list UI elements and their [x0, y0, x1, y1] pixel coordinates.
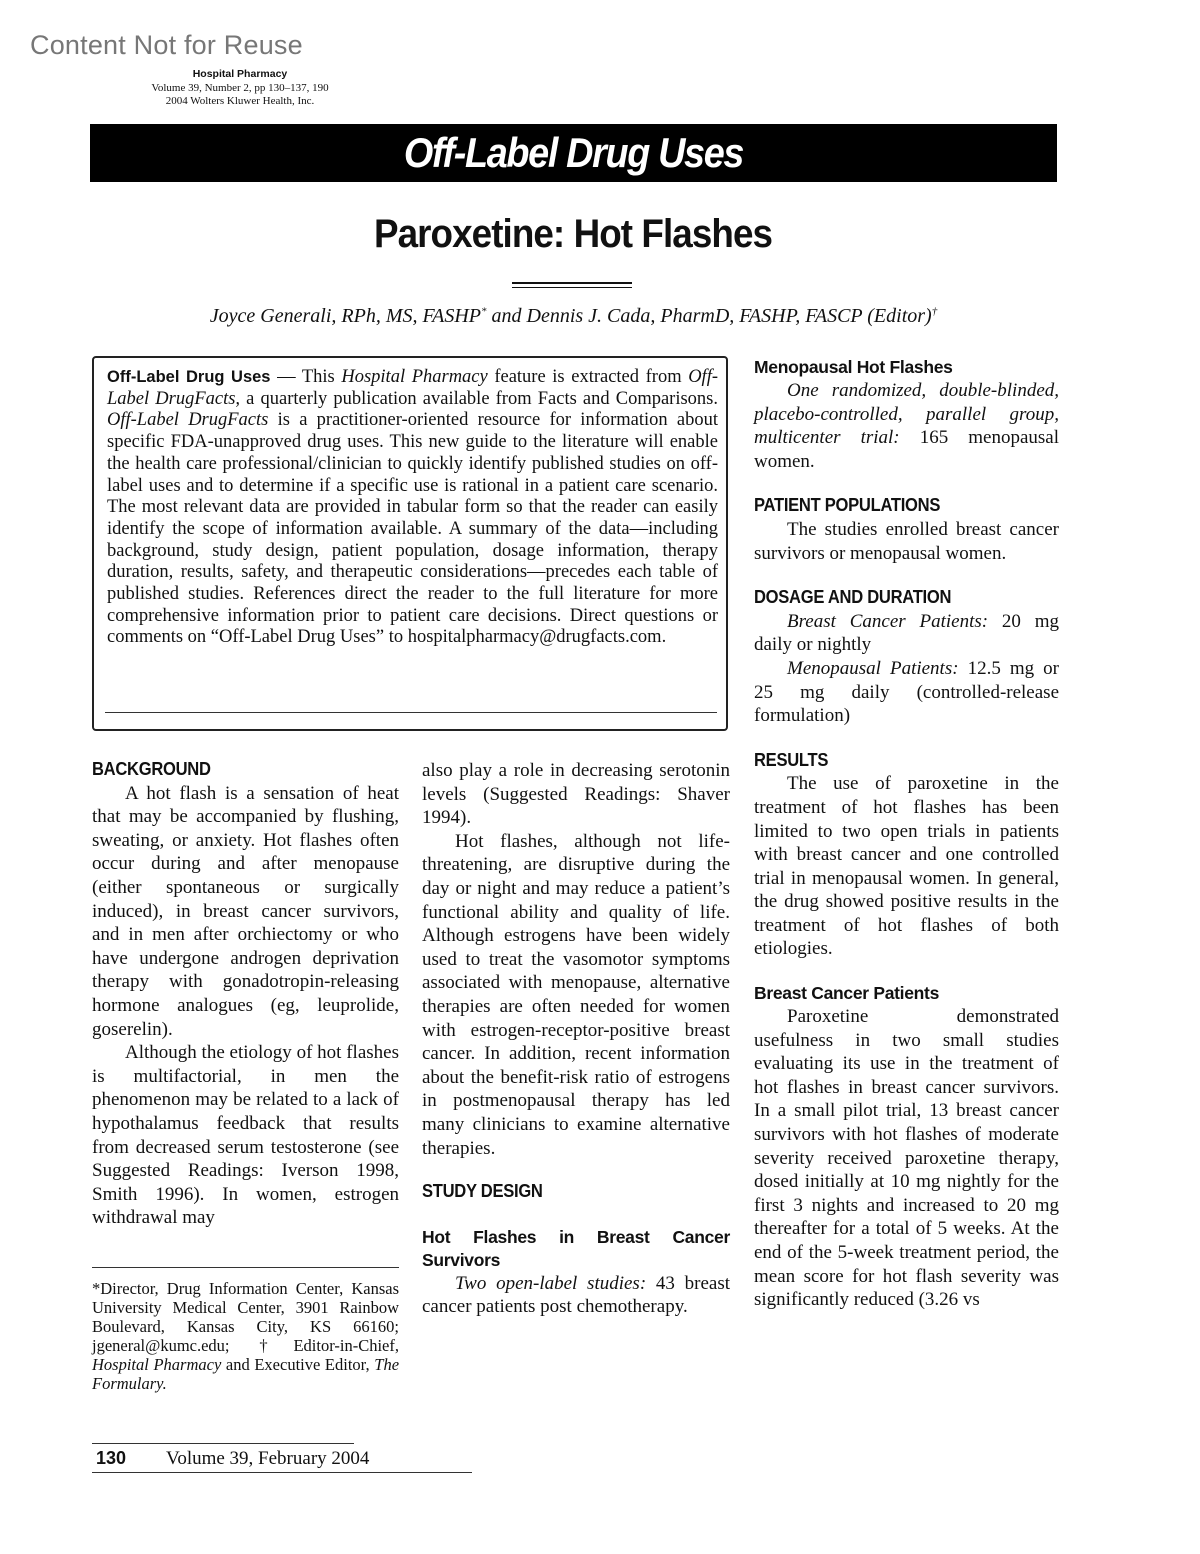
breast-cancer-study-text — [422, 1272, 730, 1319]
menopausal-study-text — [754, 379, 1059, 473]
author-1-mark: * — [481, 305, 487, 318]
intro-italic-2: Off-Label DrugFacts, — [107, 367, 718, 409]
background-paragraph-1: A hot flash is a sensation of heat that may be accompanied by flushing, sweating, or anxiety. Hot flashes often occur during and after menopause (either spontaneous or surgically induced), in breast cancer survivors, and in men after orchiectomy or who have undergone androgen deprivation therapy with gonadotropin-releasing hormone analogues (eg, leuprolide, goserelin). — [92, 782, 399, 1040]
author-1: Joyce Generali, RPh, MS, FASHP — [209, 305, 482, 327]
article-title: Paroxetine: Hot Flashes — [373, 212, 773, 256]
menopausal-hot-flashes-subheading: Menopausal Hot Flashes — [754, 357, 953, 377]
menopausal-study-detail: 165 menopausal women. — [754, 427, 1059, 472]
dosage-menopausal-label: Menopausal Patients: — [787, 657, 959, 679]
section-banner — [90, 124, 1057, 182]
page-footer — [96, 1448, 369, 1470]
patient-populations-text: The studies enrolled breast cancer survivors or menopausal women. — [754, 518, 1059, 564]
issue-info: Volume 39, February 2004 — [166, 1448, 370, 1469]
page-footer-rule — [92, 1443, 354, 1444]
results-heading: RESULTS — [754, 749, 829, 770]
breast-cancer-study-detail: 43 breast cancer patients post chemotherapy. — [422, 1272, 730, 1318]
study-design-heading: STUDY DESIGN — [422, 1181, 543, 1202]
footnote-text-2: and Executive Editor, — [221, 1355, 375, 1374]
results-text: The use of paroxetine in the treatment of hot flashes has been limited to two open trials in patients with breast cancer and one controlled trial in menopausal women. In general, the drug showed positive results in the treatment of hot flashes of both etiologies. — [754, 773, 1059, 960]
intro-dash: — This — [270, 367, 342, 387]
author-2: and Dennis J. Cada, PharmD, FASHP, FASCP (Editor) — [486, 305, 932, 327]
intro-lead: Off-Label Drug Uses — [107, 368, 271, 386]
footnote-rule — [92, 1267, 399, 1268]
title-rule — [512, 282, 632, 284]
page-footer-rule-bottom — [92, 1472, 472, 1473]
author-footnote — [92, 1279, 399, 1393]
intro-text-3: is a practitioner-oriented resource for information about specific FDA-unapproved drug uses. This new guide to the literature will enable the health care professional/clinician to quickly identify published studies on off-label uses and to determine if a specific use is rational in a patient care scenario. The most relevant data are provided in tabular form so that the reader can easily identify the scope of information available. A summary of the data—including background, study design, patient population, dosage information, therapy duration, results, safety, and therapeutic considerations—precedes each table of published studies. References direct the reader to the full literature for more comprehensive information prior to patient care decisions. Direct questions or comments on “Off-Label Drug Uses” to hospitalpharmacy@drugfacts.com. — [107, 410, 718, 648]
banner-title: Off-Label Drug Uses — [403, 129, 744, 176]
dosage-heading: DOSAGE AND DURATION — [754, 587, 952, 608]
breast-cancer-study-italic: Two open-label studies: — [455, 1272, 647, 1294]
dosage-breast-cancer — [754, 610, 1059, 657]
intro-text — [107, 367, 718, 649]
journal-header — [120, 68, 360, 109]
patient-populations-heading: PATIENT POPULATIONS — [754, 495, 941, 516]
journal-copyright: 2004 Wolters Kluwer Health, Inc. — [165, 95, 315, 107]
column-3 — [754, 356, 1059, 1312]
breast-cancer-results-text: Paroxetine demonstrated usefulness in two small studies evaluating its use in the treatment of hot flashes in breast cancer survivors. In a small pilot trial, 13 breast cancer survivors with hot flashes of moderate severity received paroxetine therapy, dosed initially at 10 mg nightly for the first 3 nights and increased to 20 mg thereafter for a total of 5 weeks. At the end of the 5-week treatment period, the mean score for hot flash severity was significantly reduced (3.26 vs — [754, 1006, 1059, 1311]
breast-cancer-patients-subheading: Breast Cancer Patients — [754, 983, 940, 1004]
dosage-menopausal-value: 12.5 mg or 25 mg daily (controlled-release formulation) — [754, 657, 1060, 727]
watermark-text: Content Not for Reuse — [30, 30, 303, 60]
footnote-italic-1: Hospital Pharmacy — [92, 1355, 222, 1374]
title-rule-thin — [512, 287, 632, 288]
author-line — [90, 305, 1057, 328]
intro-text-2: a quarterly publication available from Facts and Comparisons. — [240, 388, 719, 409]
footnote-text-1: *Director, Drug Information Center, Kansas University Medical Center, 3901 Rainbow Boulevard, Kansas City, KS 66160; jgeneral@kumc.edu; †Editor-in-Chief, — [92, 1279, 399, 1355]
page-number: 130 — [96, 1448, 127, 1468]
background-heading: BACKGROUND — [92, 759, 211, 779]
journal-name: Hospital Pharmacy — [192, 68, 288, 80]
intro-italic-3: Off-Label DrugFacts — [107, 410, 269, 431]
dosage-menopausal — [754, 657, 1059, 728]
column-2 — [422, 759, 730, 1319]
intro-italic-1: Hospital Pharmacy — [341, 367, 488, 387]
background-paragraph-3: Hot flashes, although not life-threatening, are disruptive during the day or night and may reduce a patient’s functional ability and quality of life. Although estrogens have been widely used to treat the vasomotor symptoms associated with menopause, alternative therapies are often needed for women with estrogen-receptor-positive breast cancer. In addition, recent information about the benefit-risk ratio of estrogens in postmenopausal therapy has led many clinicians to examine alternative therapies. — [422, 830, 730, 1159]
background-paragraph-2-cont: also play a role in decreasing serotonin levels (Suggested Readings: Shaver 1994). — [422, 760, 730, 829]
dosage-breast-cancer-value: 20 mg daily or nightly — [754, 610, 1059, 656]
dosage-breast-cancer-label: Breast Cancer Patients: — [787, 610, 989, 632]
column-1 — [92, 758, 399, 1230]
journal-citation: Volume 39, Number 2, pp 130–137, 190 — [151, 81, 329, 94]
author-2-mark: † — [931, 305, 938, 318]
hot-flashes-breast-cancer-subheading: Hot Flashes in Breast Cancer Survivors — [422, 1226, 730, 1270]
menopausal-study-italic: One randomized, double-blinded, placebo-controlled, parallel group, multicenter trial: — [754, 380, 1059, 449]
intro-text-1: feature is extracted from — [487, 367, 689, 387]
footnote-italic-2: The Formulary. — [92, 1355, 400, 1393]
intro-box-rule — [105, 712, 717, 713]
background-paragraph-2: Although the etiology of hot flashes is multifactorial, in men the phenomenon may be related to a lack of hypothalamus feedback that results from decreased serum testosterone (see Suggested Readings: Iverson 1998, Smith 1996). In women, estrogen withdrawal may — [92, 1042, 399, 1229]
